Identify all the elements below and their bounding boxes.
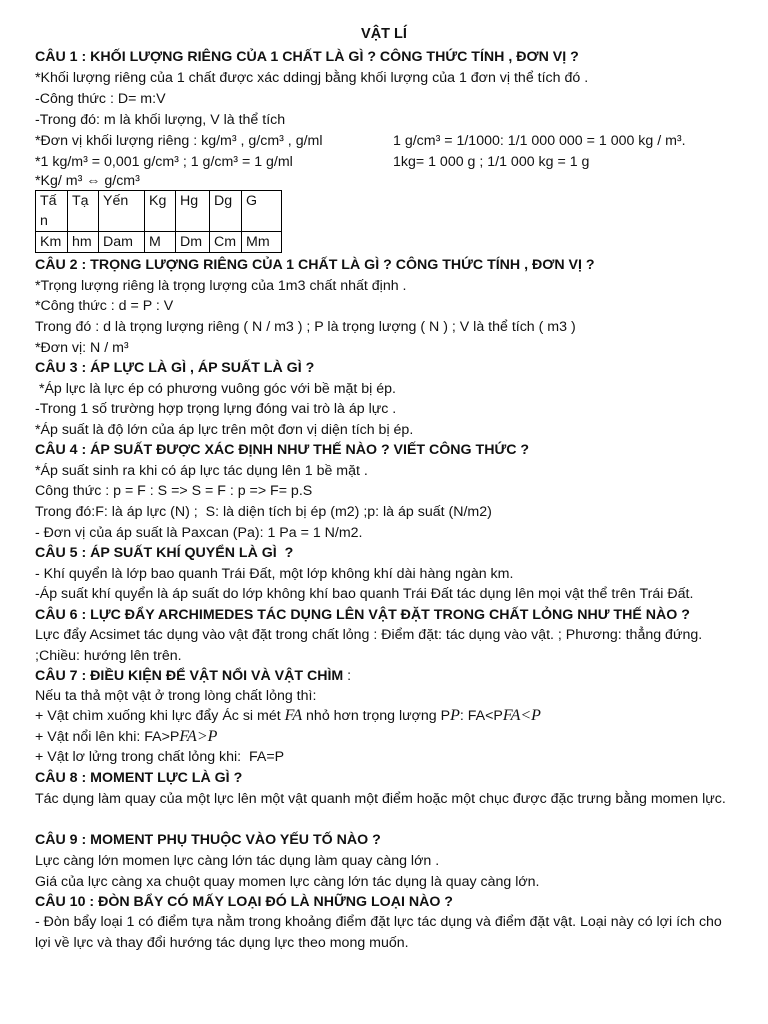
q7-heading-text: CÂU 7 : ĐIỀU KIỆN ĐỂ VẬT NỔI VÀ VẬT CHÌM: [35, 668, 344, 684]
table-row: [36, 191, 282, 232]
q1-definition: *Khối lượng riêng của 1 chất được xác ddingj bằng khối lượng của 1 đơn vị thể tích đó .: [35, 70, 589, 86]
q1-units: *Đơn vị khối lượng riêng : kg/m³ , g/cm³ , g/ml: [35, 133, 323, 149]
q3-heading: CÂU 3 : ÁP LỰC LÀ GÌ , ÁP SUẤT LÀ GÌ ?: [35, 360, 315, 376]
math-fa-greater-p: FA>P: [179, 728, 218, 745]
table-cell: Hg: [176, 191, 210, 232]
q6-heading: CÂU 6 : LỰC ĐẨY ARCHIMEDES TÁC DỤNG LÊN VẬT ĐẶT TRONG CHẤT LỎNG NHƯ THẾ NÀO ?: [35, 607, 690, 623]
q2-unit: *Đơn vị: N / m³: [35, 340, 129, 356]
q1-conversion-2: 1kg= 1 000 g ; 1/1 000 kg = 1 g: [393, 154, 590, 170]
q7-line-1: Nếu ta thả một vật ở trong lòng chất lỏng thì:: [35, 688, 317, 704]
table-cell: Cm: [210, 232, 242, 253]
math-p: P: [450, 707, 460, 724]
table-cell: Tạ: [68, 191, 99, 232]
q7-sink-text-c: : FA<P: [459, 708, 503, 724]
q5-line-1: - Khí quyển là lớp bao quanh Trái Đất, một lớp không khí dài hàng ngàn km.: [35, 566, 514, 582]
q3-line-2: -Trong 1 số trường hợp trọng lựng đóng vai trò là áp lực .: [35, 401, 397, 417]
q7-float-condition: [35, 727, 217, 748]
q4-unit: - Đơn vị của áp suất là Paxcan (Pa): 1 Pa = 1 N/m2.: [35, 525, 363, 541]
q9-line-1: Lực càng lớn momen lực càng lớn tác dụng làm quay càng lớn .: [35, 853, 440, 869]
q3-line-1: *Áp lực là lực ép có phương vuông góc với bề mặt bị ép.: [35, 381, 396, 397]
q10-line-1: - Đòn bẩy loại 1 có điểm tựa nằm trong khoảng điểm đặt lực tác dụng và điểm đặt vật. Loại này có lợi ích cho lợi về lực và thay đổi hướng tác dụng lực theo mong muốn.: [35, 914, 722, 951]
q1-conversion-1: 1 g/cm³ = 1/1000: 1/1 000 000 = 1 000 kg / m³.: [393, 133, 686, 149]
q2-formula: *Công thức : d = P : V: [35, 298, 174, 314]
page-title: VẬT LÍ: [361, 26, 407, 42]
q5-line-2: -Áp suất khí quyển là áp suất do lớp không khí bao quanh Trái Đất tác dụng lên mọi vật thể trên Trái Đất.: [35, 586, 694, 602]
unit-conversion-table: [35, 190, 282, 253]
q7-sink-text-b: nhỏ hơn trọng lượng P: [302, 708, 451, 724]
q2-where: Trong đó : d là trọng lượng riêng ( N / m3 ) ; P là trọng lượng ( N ) ; V là thể tích ( m3 ): [35, 319, 576, 335]
table-cell: Km: [36, 232, 68, 253]
table-cell: Kg: [145, 191, 176, 232]
table-cell: Mm: [242, 232, 282, 253]
q10-heading: CÂU 10 : ĐÒN BẨY CÓ MẤY LOẠI ĐÓ LÀ NHỮNG LOẠI NÀO ?: [35, 894, 453, 910]
q9-line-2: Giá của lực càng xa chuột quay momen lực càng lớn tác dụng là quay càng lớn.: [35, 874, 540, 890]
table-cell: Yến: [99, 191, 145, 232]
table-cell: Dg: [210, 191, 242, 232]
q4-where: Trong đó:F: là áp lực (N) ; S: là diện tích bị ép (m2) ;p: là áp suất (N/m2): [35, 504, 492, 520]
q1-heading: CÂU 1 : KHỐI LƯỢNG RIÊNG CỦA 1 CHẤT LÀ GÌ ? CÔNG THỨC TÍNH , ĐƠN VỊ ?: [35, 49, 579, 65]
math-fa: FA: [284, 707, 303, 724]
q2-heading: CÂU 2 : TRỌNG LƯỢNG RIÊNG CỦA 1 CHẤT LÀ GÌ ? CÔNG THỨC TÍNH , ĐƠN VỊ ?: [35, 257, 595, 273]
table-cell: M: [145, 232, 176, 253]
q7-sink-text-a: + Vật chìm xuống khi lực đẩy Ác si mét: [35, 708, 285, 724]
q8-heading: CÂU 8 : MOMENT LỰC LÀ GÌ ?: [35, 770, 243, 786]
q7-heading-tail: :: [343, 668, 352, 684]
q9-heading: CÂU 9 : MOMENT PHỤ THUỘC VÀO YẾU TỐ NÀO ?: [35, 832, 381, 848]
table-cell: Dam: [99, 232, 145, 253]
table-row: [36, 232, 282, 253]
q4-formula: Công thức : p = F : S => S = F : p => F= p.S: [35, 483, 313, 499]
table-cell: G: [242, 191, 282, 232]
q8-line-1: Tác dụng làm quay của một lực lên một vật quanh một điểm hoặc một chục được đặc trưng bằng momen lực.: [35, 791, 726, 807]
q5-heading: CÂU 5 : ÁP SUẤT KHÍ QUYỂN LÀ GÌ ?: [35, 545, 294, 561]
table-cell: Dm: [176, 232, 210, 253]
q7-float-text: + Vật nổi lên khi: FA>P: [35, 729, 180, 745]
q7-suspend-condition: + Vật lơ lửng trong chất lỏng khi: FA=P: [35, 749, 285, 765]
q1-units-equivalence: *1 kg/m³ = 0,001 g/cm³ ; 1 g/cm³ = 1 g/ml: [35, 154, 293, 170]
q3-line-3: *Áp suất là độ lớn của áp lực trên một đơn vị diện tích bị ép.: [35, 422, 414, 438]
table-cell: Tấ n: [36, 191, 68, 232]
q1-formula: -Công thức : D= m:V: [35, 91, 166, 107]
math-fa-less-p: FA<P: [502, 707, 541, 724]
q4-heading: CÂU 4 : ÁP SUẤT ĐƯỢC XÁC ĐỊNH NHƯ THẾ NÀO ? VIẾT CÔNG THỨC ?: [35, 442, 530, 458]
q6-line-1: Lực đẩy Acsimet tác dụng vào vật đặt trong chất lỏng : Điểm đặt: tác dụng vào vật. ; Phương: thẳng đứng. ;Chiều: hướng lên trên.: [35, 627, 703, 664]
q2-definition: *Trọng lượng riêng là trọng lượng của 1m3 chất nhất định .: [35, 278, 407, 294]
q1-where: -Trong đó: m là khối lượng, V là thể tích: [35, 112, 286, 128]
q7-sink-condition: [35, 706, 541, 727]
table-cell: hm: [68, 232, 99, 253]
q1-unit-analogy: *Kg/ m³ ⇔ g/cm³: [35, 173, 140, 189]
q7-heading: [35, 666, 351, 687]
q4-line-1: *Áp suất sinh ra khi có áp lực tác dụng lên 1 bề mặt .: [35, 463, 368, 479]
